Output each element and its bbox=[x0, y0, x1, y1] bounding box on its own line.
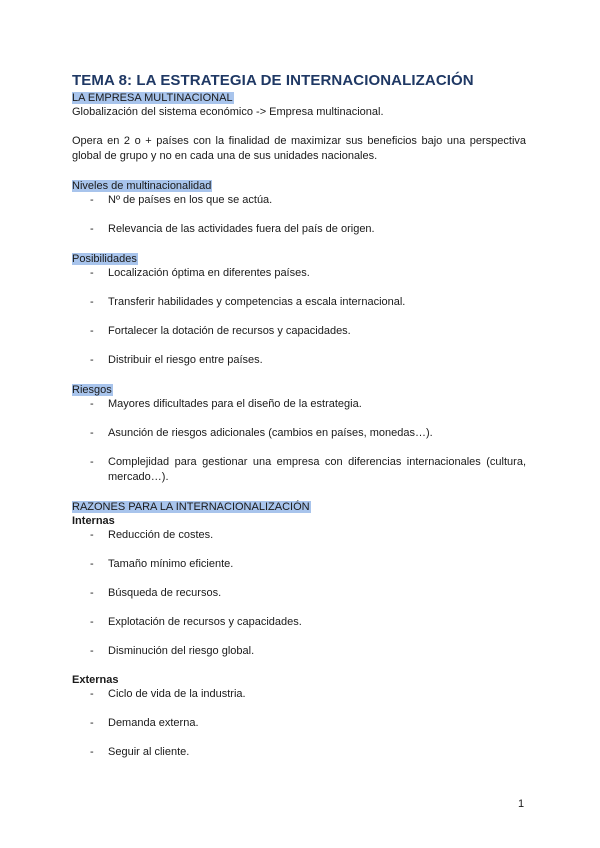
list-item: - Mayores dificultades para el diseño de la estrategia. bbox=[90, 398, 362, 410]
dash-bullet: - bbox=[90, 529, 94, 541]
dash-bullet: - bbox=[90, 717, 94, 729]
posibilidades-list bbox=[72, 266, 526, 368]
dash-bullet: - bbox=[90, 616, 94, 628]
page-title: TEMA 8: LA ESTRATEGIA DE INTERNACIONALIZACIÓN bbox=[72, 72, 474, 89]
list-item: - Relevancia de las actividades fuera del país de origen. bbox=[90, 223, 375, 235]
dash-bullet: - bbox=[90, 398, 94, 410]
section-heading-empresa-multinacional: LA EMPRESA MULTINACIONAL bbox=[72, 92, 233, 104]
section-heading-razones: RAZONES PARA LA INTERNACIONALIZACIÓN bbox=[72, 501, 310, 513]
list-item: - Disminución del riesgo global. bbox=[90, 645, 255, 657]
dash-bullet: - bbox=[90, 456, 94, 468]
dash-bullet: - bbox=[90, 194, 94, 206]
dash-bullet: - bbox=[90, 325, 94, 337]
dash-bullet: - bbox=[90, 558, 94, 570]
dash-bullet: - bbox=[90, 645, 94, 657]
list-item: - Localización óptima en diferentes países. bbox=[90, 267, 310, 279]
list-item: - Búsqueda de recursos. bbox=[90, 587, 222, 599]
list-item: - Ciclo de vida de la industria. bbox=[90, 688, 246, 700]
subheading-posibilidades: Posibilidades bbox=[72, 253, 137, 265]
page-number: 1 bbox=[518, 798, 525, 810]
list-item: - Asunción de riesgos adicionales (cambios en países, monedas…). bbox=[90, 427, 433, 439]
document-page bbox=[72, 72, 526, 760]
intro-line: Globalización del sistema económico -> Empresa multinacional. bbox=[72, 106, 384, 118]
intro-paragraph: Opera en 2 o + países con la finalidad de maximizar sus beneficios bajo una perspectiva global de grupo y no en cada una de sus unidades nacionales. bbox=[72, 135, 526, 162]
subheading-riesgos: Riesgos bbox=[72, 384, 112, 396]
dash-bullet: - bbox=[90, 354, 94, 366]
list-item: - Tamaño mínimo eficiente. bbox=[90, 558, 234, 570]
dash-bullet: - bbox=[90, 688, 94, 700]
list-item: - Distribuir el riesgo entre países. bbox=[90, 354, 263, 366]
list-item: - Fortalecer la dotación de recursos y capacidades. bbox=[90, 325, 351, 337]
dash-bullet: - bbox=[90, 587, 94, 599]
riesgos-list bbox=[72, 397, 526, 485]
subheading-internas: Internas bbox=[72, 515, 115, 527]
dash-bullet: - bbox=[90, 427, 94, 439]
list-item: - Demanda externa. bbox=[90, 717, 199, 729]
dash-bullet: - bbox=[90, 267, 94, 279]
dash-bullet: - bbox=[90, 296, 94, 308]
dash-bullet: - bbox=[90, 746, 94, 758]
list-item: - Complejidad para gestionar una empresa con diferencias internacionales (cultura, mercado…). bbox=[90, 456, 526, 483]
list-item: - Reducción de costes. bbox=[90, 529, 214, 541]
subheading-externas: Externas bbox=[72, 674, 119, 686]
internas-list bbox=[72, 528, 526, 659]
subheading-niveles: Niveles de multinacionalidad bbox=[72, 180, 212, 192]
niveles-list bbox=[72, 193, 526, 237]
dash-bullet: - bbox=[90, 223, 94, 235]
list-item: - Nº de países en los que se actúa. bbox=[90, 194, 273, 206]
list-item: - Seguir al cliente. bbox=[90, 746, 190, 758]
externas-list bbox=[72, 687, 526, 760]
list-item: - Explotación de recursos y capacidades. bbox=[90, 616, 302, 628]
list-item: - Transferir habilidades y competencias a escala internacional. bbox=[90, 296, 406, 308]
